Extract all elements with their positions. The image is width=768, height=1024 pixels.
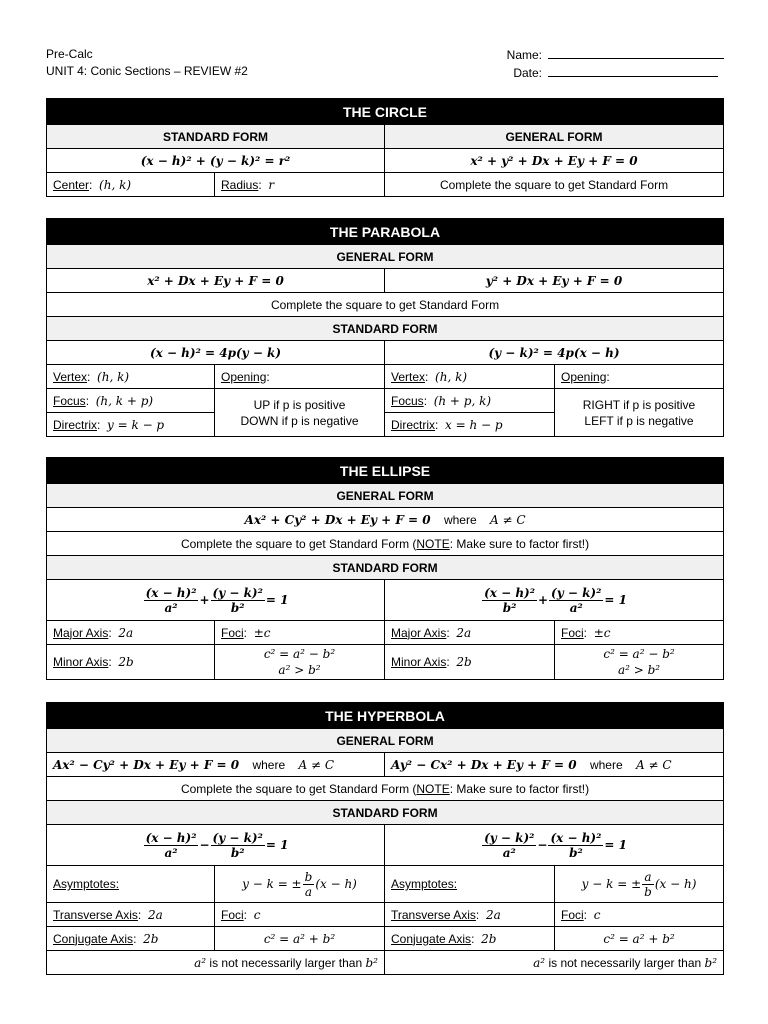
ellipse-major-2: Major Axis: 2a [385, 621, 555, 645]
note-text: is not necessarily larger than [206, 955, 366, 970]
radius-label: Radius [221, 177, 259, 192]
asym-post: (x − h) [654, 876, 697, 891]
ellipse-minor-1: Minor Axis: 2b [47, 645, 215, 680]
minor-axis-label: Minor Axis [391, 655, 447, 669]
note-label: NOTE [416, 781, 450, 796]
conjugate-label: Conjugate Axis [391, 931, 472, 946]
vertex-label: Vertex [53, 369, 88, 384]
hyperbola-table [46, 702, 724, 975]
b-squared: b² [365, 955, 378, 970]
a-greater-b: a² > b² [278, 663, 321, 677]
opening-left: LEFT if p is negative [584, 413, 694, 428]
circle-title: THE CIRCLE [47, 99, 724, 125]
radius-value: r [268, 177, 275, 192]
asym-pre: y − k = ± [581, 876, 642, 891]
hyperbola-standard-heading: STANDARD FORM [47, 801, 724, 825]
directrix-label: Directrix [53, 417, 97, 432]
minor-axis-value: 2b [118, 655, 134, 669]
hyperbola-complete-note [47, 777, 724, 801]
equals-one: = 1 [604, 837, 627, 852]
opening-up: UP if p is positive [253, 397, 346, 412]
note-pre: Complete the square to get Standard Form ( [180, 781, 417, 796]
a-squared: a² [533, 955, 546, 970]
parabola-general-heading: GENERAL FORM [47, 245, 724, 269]
condition: A ≠ C [490, 512, 526, 527]
numerator: (x − h)² [484, 585, 535, 600]
opening-down: DOWN if p is negative [240, 413, 359, 428]
hyperbola-standard-eq-1: $\frac{\text{(x − h)²}}{\text{a²}}$ − $\frac{\text{(y − k)²}}{\text{b²}}$ = 1 [47, 825, 385, 866]
denominator: a² [569, 600, 583, 615]
vertex-label: Vertex [391, 369, 426, 384]
unit-title: UNIT 4: Conic Sections – REVIEW #2 [46, 64, 248, 78]
parabola-focus-2: Focus: (h + p, k) [385, 389, 555, 413]
center-value: (h, k) [99, 177, 132, 192]
parabola-title: THE PARABOLA [47, 219, 724, 245]
where-text: where [443, 512, 477, 527]
document-header-left [46, 46, 248, 80]
hyperbola-asymptotes-label-1 [47, 866, 215, 903]
ellipse-foci-1: Foci: ±c [215, 621, 385, 645]
hyperbola-title: THE HYPERBOLA [47, 703, 724, 729]
condition: A ≠ C [298, 757, 335, 772]
denominator: a [304, 884, 313, 899]
minor-axis-value: 2b [456, 655, 472, 669]
numerator: (y − k)² [484, 830, 535, 845]
ellipse-standard-eq-2: $\frac{\text{(x − h)²}}{\text{b²}}$ + $\frac{\text{(y − k)²}}{\text{a²}}$ = 1 [385, 580, 724, 621]
denominator: b [644, 884, 652, 899]
major-axis-value: 2a [456, 625, 472, 640]
numerator: (y − k)² [212, 830, 263, 845]
ellipse-gen-eq: Ax² + Cy² + Dx + Ey + F = 0 [244, 512, 431, 527]
transverse-value: 2a [485, 907, 501, 922]
gen-eq: Ax² − Cy² + Dx + Ey + F = 0 [53, 757, 240, 772]
hyperbola-general-eq-1 [47, 753, 385, 777]
date-label: Date: [513, 66, 542, 80]
opening-right: RIGHT if p is positive [582, 397, 696, 412]
gen-eq: Ay² − Cx² + Dx + Ey + F = 0 [391, 757, 577, 772]
circle-radius-cell: Radius: r [215, 173, 385, 197]
parabola-general-eq-1: x² + Dx + Ey + F = 0 [47, 269, 385, 293]
parabola-complete-note: Complete the square to get Standard Form [47, 293, 724, 317]
focus-label: Focus [53, 393, 86, 408]
foci-label: Foci [221, 907, 244, 922]
circle-complete-note: Complete the square to get Standard Form [385, 173, 724, 197]
hyperbola-foci-2: Foci: c [555, 903, 724, 927]
name-label: Name: [506, 48, 542, 62]
ellipse-relation-2 [555, 645, 724, 680]
course-label: Pre-Calc [46, 47, 93, 61]
ellipse-general-heading: GENERAL FORM [47, 484, 724, 508]
equals-one: = 1 [265, 837, 289, 852]
directrix-value: y = k − p [107, 417, 165, 432]
circle-general-heading: GENERAL FORM [385, 125, 724, 149]
denominator: b² [569, 845, 583, 860]
vertex-value: (h, k) [97, 369, 130, 384]
note-text: is not necessarily larger than [545, 955, 705, 970]
document-header-right [500, 46, 724, 82]
ellipse-complete-note [47, 532, 724, 556]
equals-one: = 1 [265, 592, 289, 607]
focus-value: (h + p, k) [433, 393, 492, 408]
condition: A ≠ C [636, 757, 672, 772]
hyperbola-conjugate-1: Conjugate Axis: 2b [47, 927, 215, 951]
circle-table [46, 98, 724, 197]
ellipse-minor-2: Minor Axis: 2b [385, 645, 555, 680]
hyperbola-transverse-2: Transverse Axis: 2a [385, 903, 555, 927]
numerator: (x − h)² [145, 830, 197, 845]
hyperbola-note-1 [47, 951, 385, 975]
where-text: where [589, 757, 623, 772]
denominator: b² [230, 845, 245, 860]
circle-center-cell: Center: (h, k) [47, 173, 215, 197]
hyperbola-standard-eq-2: $\frac{\text{(y − k)²}}{\text{a²}}$ − $\frac{\text{(x − h)²}}{\text{b²}}$ = 1 [385, 825, 724, 866]
asymptotes-label: Asymptotes: [391, 877, 458, 891]
parabola-opening-2: Opening: [555, 365, 724, 389]
major-axis-label: Major Axis [391, 625, 447, 640]
ellipse-general-equation [47, 508, 724, 532]
date-blank[interactable] [548, 64, 718, 77]
center-label: Center [53, 177, 90, 192]
minor-axis-label: Minor Axis [53, 655, 109, 669]
asymptotes-label: Asymptotes: [53, 877, 120, 891]
opening-label: Opening [221, 369, 267, 384]
hyperbola-general-heading: GENERAL FORM [47, 729, 724, 753]
denominator: b² [230, 600, 245, 615]
parabola-opening-1: Opening: [215, 365, 385, 389]
c-squared-relation: c² = a² − b² [603, 647, 675, 661]
numerator: b [304, 869, 313, 884]
hyperbola-transverse-1: Transverse Axis: 2a [47, 903, 215, 927]
parabola-opening-values-1 [215, 389, 385, 437]
numerator: (y − k)² [551, 585, 602, 600]
parabola-standard-eq-2: (y − k)² = 4p(x − h) [385, 341, 724, 365]
parabola-table [46, 218, 724, 437]
parabola-directrix-1: Directrix: y = k − p [47, 413, 215, 437]
where-text: where [252, 757, 286, 772]
a-greater-b: a² > b² [617, 663, 661, 677]
foci-value: ±c [593, 625, 611, 640]
parabola-focus-1: Focus: (h, k + p) [47, 389, 215, 413]
asym-post: (x − h) [315, 876, 357, 891]
directrix-value: x = h − p [445, 417, 503, 432]
transverse-label: Transverse Axis [53, 907, 138, 922]
ellipse-foci-2: Foci: ±c [555, 621, 724, 645]
major-axis-label: Major Axis [53, 625, 109, 640]
foci-label: Foci [561, 625, 584, 640]
note-label: NOTE [416, 536, 450, 551]
foci-label: Foci [561, 907, 584, 922]
hyperbola-relation-2: c² = a² + b² [555, 927, 724, 951]
hyperbola-conjugate-2: Conjugate Axis: 2b [385, 927, 555, 951]
hyperbola-relation-1: c² = a² + b² [215, 927, 385, 951]
transverse-value: 2a [147, 907, 163, 922]
denominator: a² [502, 845, 516, 860]
ellipse-standard-eq-1: $\frac{\text{(x − h)²}}{\text{a²}}$ + $\frac{\text{(y − k)²}}{\text{b²}}$ = 1 [47, 580, 385, 621]
directrix-label: Directrix [391, 417, 435, 432]
focus-label: Focus [391, 393, 424, 408]
equals-one: = 1 [604, 592, 627, 607]
a-squared: a² [194, 955, 207, 970]
transverse-label: Transverse Axis [391, 907, 476, 922]
parabola-standard-heading: STANDARD FORM [47, 317, 724, 341]
parabola-directrix-2: Directrix: x = h − p [385, 413, 555, 437]
foci-value: ±c [253, 625, 271, 640]
name-blank[interactable] [548, 46, 724, 59]
circle-standard-heading: STANDARD FORM [47, 125, 385, 149]
hyperbola-general-eq-2 [385, 753, 724, 777]
ellipse-major-1: Major Axis: 2a [47, 621, 215, 645]
ellipse-standard-heading: STANDARD FORM [47, 556, 724, 580]
ellipse-table [46, 457, 724, 680]
conjugate-label: Conjugate Axis [53, 931, 134, 946]
note-pre: Complete the square to get Standard Form ( [180, 536, 417, 551]
note-post: : Make sure to factor first!) [449, 536, 590, 551]
parabola-vertex-2: Vertex: (h, k) [385, 365, 555, 389]
hyperbola-note-2 [385, 951, 724, 975]
denominator: b² [502, 600, 517, 615]
numerator: (x − h)² [550, 830, 602, 845]
foci-value: c [253, 907, 261, 922]
parabola-general-eq-2: y² + Dx + Ey + F = 0 [385, 269, 724, 293]
parabola-standard-eq-1: (x − h)² = 4p(y − k) [47, 341, 385, 365]
hyperbola-asymptotes-2 [555, 866, 724, 903]
b-squared: b² [704, 955, 718, 970]
opening-label: Opening [561, 369, 607, 384]
circle-standard-equation: (x − h)² + (y − k)² = r² [47, 149, 385, 173]
numerator: (y − k)² [212, 585, 263, 600]
conjugate-value: 2b [143, 931, 159, 946]
ellipse-relation-1 [215, 645, 385, 680]
focus-value: (h, k + p) [95, 393, 154, 408]
hyperbola-asymptotes-1 [215, 866, 385, 903]
vertex-value: (h, k) [435, 369, 468, 384]
denominator: a² [164, 845, 178, 860]
circle-general-equation: x² + y² + Dx + Ey + F = 0 [385, 149, 724, 173]
c-squared-relation: c² = a² − b² [263, 647, 336, 661]
major-axis-value: 2a [118, 625, 134, 640]
hyperbola-foci-1: Foci: c [215, 903, 385, 927]
foci-label: Foci [221, 625, 244, 640]
parabola-vertex-1: Vertex: (h, k) [47, 365, 215, 389]
hyperbola-asymptotes-label-2 [385, 866, 555, 903]
denominator: a² [164, 600, 178, 615]
numerator: a [644, 869, 652, 884]
conjugate-value: 2b [481, 931, 497, 946]
foci-value: c [593, 907, 601, 922]
parabola-opening-values-2 [555, 389, 724, 437]
ellipse-title: THE ELLIPSE [47, 458, 724, 484]
numerator: (x − h)² [145, 585, 197, 600]
note-post: : Make sure to factor first!) [449, 781, 590, 796]
asym-pre: y − k = ± [242, 876, 302, 891]
